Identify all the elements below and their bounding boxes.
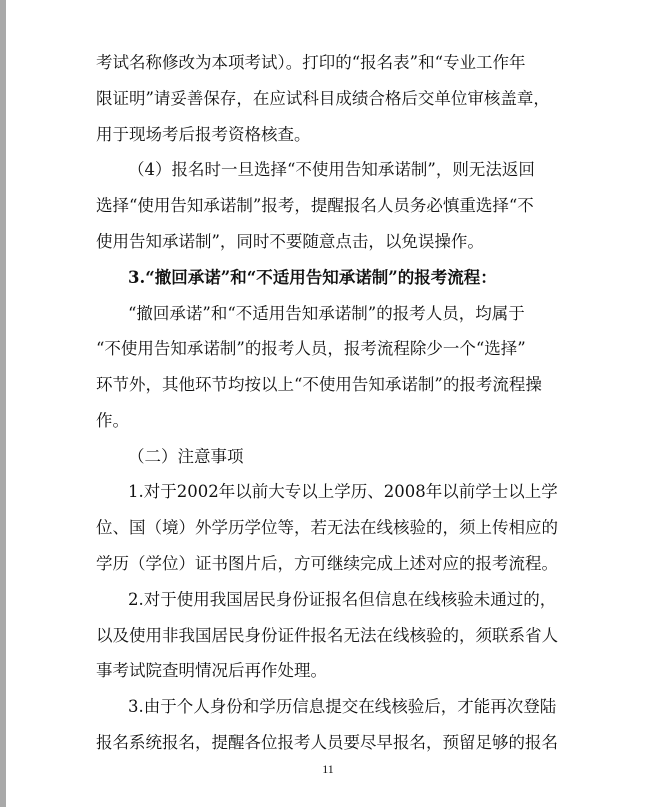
text-line: 限证明”请妥善保存，在应试科目成绩合格后交单位审核盖章，: [96, 89, 550, 108]
text-line: 使用告知承诺制”，同时不要随意点击，以免误操作。: [96, 232, 484, 251]
page-number: 11: [322, 762, 334, 776]
subsection-heading: （二）注意事项: [128, 447, 244, 466]
text-line: 学历（学位）证书图片后，方可继续完成上述对应的报考流程。: [96, 554, 558, 573]
text-line: 事考试院查明情况后再作处理。: [96, 661, 327, 680]
text-line: 2.对于使用我国居民身份证报名但信息在线核验未通过的，: [128, 590, 557, 609]
text-line: 选择“使用告知承诺制”报考，提醒报名人员务必慎重选择“不: [96, 196, 534, 215]
section-heading: 3.“撤回承诺”和“不适用告知承诺制”的报考流程：: [128, 268, 497, 287]
text-line: 用于现场考后报考资格核查。: [96, 125, 311, 144]
text-line: “撤回承诺”和“不适用告知承诺制”的报考人员，均属于: [128, 304, 525, 323]
text-line: 3.由于个人身份和学历信息提交在线核验后，才能再次登陆: [128, 697, 557, 716]
text-line: 报名系统报名，提醒各位报考人员要尽早报名，预留足够的报名: [96, 733, 558, 752]
document-page: [6, 0, 650, 807]
text-line: 作。: [96, 411, 129, 430]
text-line: 考试名称修改为本项考试）。打印的“报名表”和“专业工作年: [96, 53, 526, 72]
text-line: 环节外，其他环节均按以上“不使用告知承诺制”的报考流程操: [96, 375, 542, 394]
text-line: “不使用告知承诺制”的报考人员，报考流程除少一个“选择”: [96, 339, 526, 358]
text-line: （4）报名时一旦选择“不使用告知承诺制”，则无法返回: [128, 160, 535, 179]
text-line: 1.对于2002年以前大专以上学历、2008年以前学士以上学: [128, 482, 558, 501]
text-line: 以及使用非我国居民身份证件报名无法在线核验的，须联系省人: [96, 626, 558, 645]
text-line: 位、国（境）外学历学位等，若无法在线核验的，须上传相应的: [96, 518, 558, 537]
